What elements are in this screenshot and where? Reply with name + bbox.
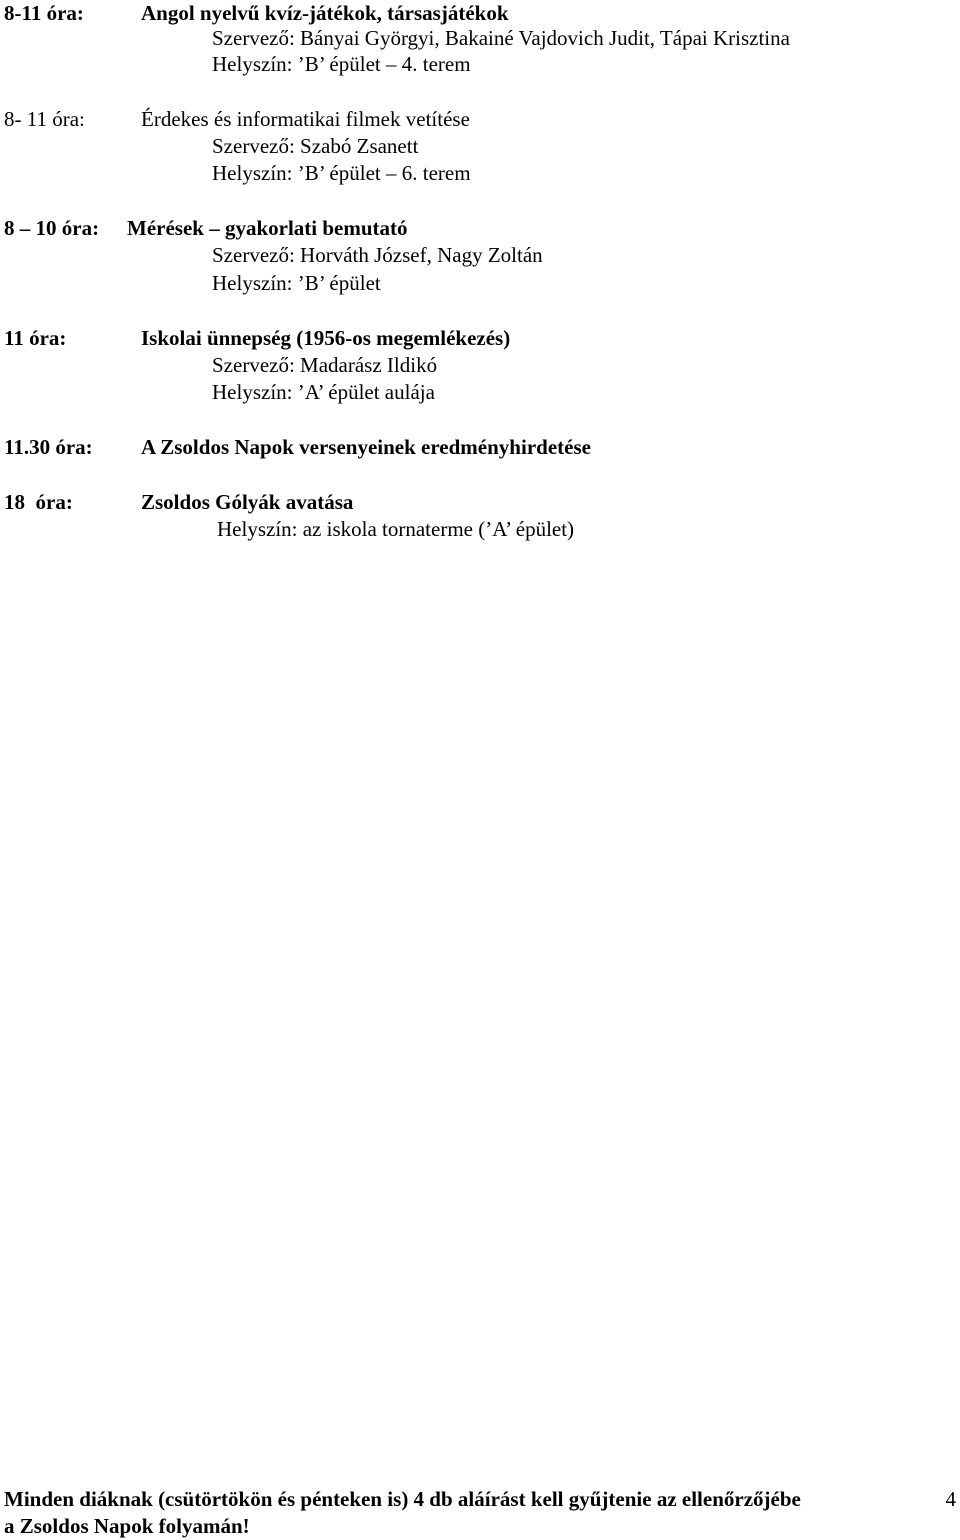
event-title: Érdekes és informatikai filmek vetítése: [141, 107, 470, 131]
event-organizer: Szervező: Madarász Ildikó: [212, 353, 438, 377]
event-time: 8 – 10 óra:: [4, 216, 100, 240]
page-number: 4: [945, 1487, 956, 1511]
event-organizer: Szervező: Szabó Zsanett: [212, 134, 419, 158]
event-title: Zsoldos Gólyák avatása: [141, 490, 354, 514]
footer-note: [4, 1486, 924, 1540]
event-time: 18 óra:: [4, 490, 73, 514]
event-location: Helyszín: ’B’ épület – 4. terem: [212, 52, 471, 76]
footer-line-2: a Zsoldos Napok folyamán!: [4, 1514, 250, 1538]
event-organizer: Szervező: Horváth József, Nagy Zoltán: [212, 243, 543, 267]
footer-line-1: Minden diáknak (csütörtökön és pénteken is) 4 db aláírást kell gyűjtenie az ellenőrzőjébe: [4, 1487, 801, 1511]
event-time: 11.30 óra:: [4, 435, 93, 459]
event-time: 8-11 óra:: [4, 1, 84, 25]
event-location: Helyszín: ’B’ épület – 6. terem: [212, 161, 471, 185]
event-organizer: Szervező: Bányai Györgyi, Bakainé Vajdovich Judit, Tápai Krisztina: [212, 26, 790, 50]
event-title: Angol nyelvű kvíz-játékok, társasjátékok: [141, 1, 509, 25]
event-location: Helyszín: az iskola tornaterme (’A’ épület): [217, 517, 575, 541]
event-title: Mérések – gyakorlati bemutató: [127, 216, 408, 240]
event-time: 11 óra:: [4, 326, 67, 350]
event-title: Iskolai ünnepség (1956-os megemlékezés): [141, 326, 511, 350]
event-title: A Zsoldos Napok versenyeinek eredményhirdetése: [141, 435, 591, 459]
event-time: 8- 11 óra:: [4, 107, 85, 131]
event-location: Helyszín: ’A’ épület aulája: [212, 380, 435, 404]
event-location: Helyszín: ’B’ épület: [212, 271, 381, 295]
